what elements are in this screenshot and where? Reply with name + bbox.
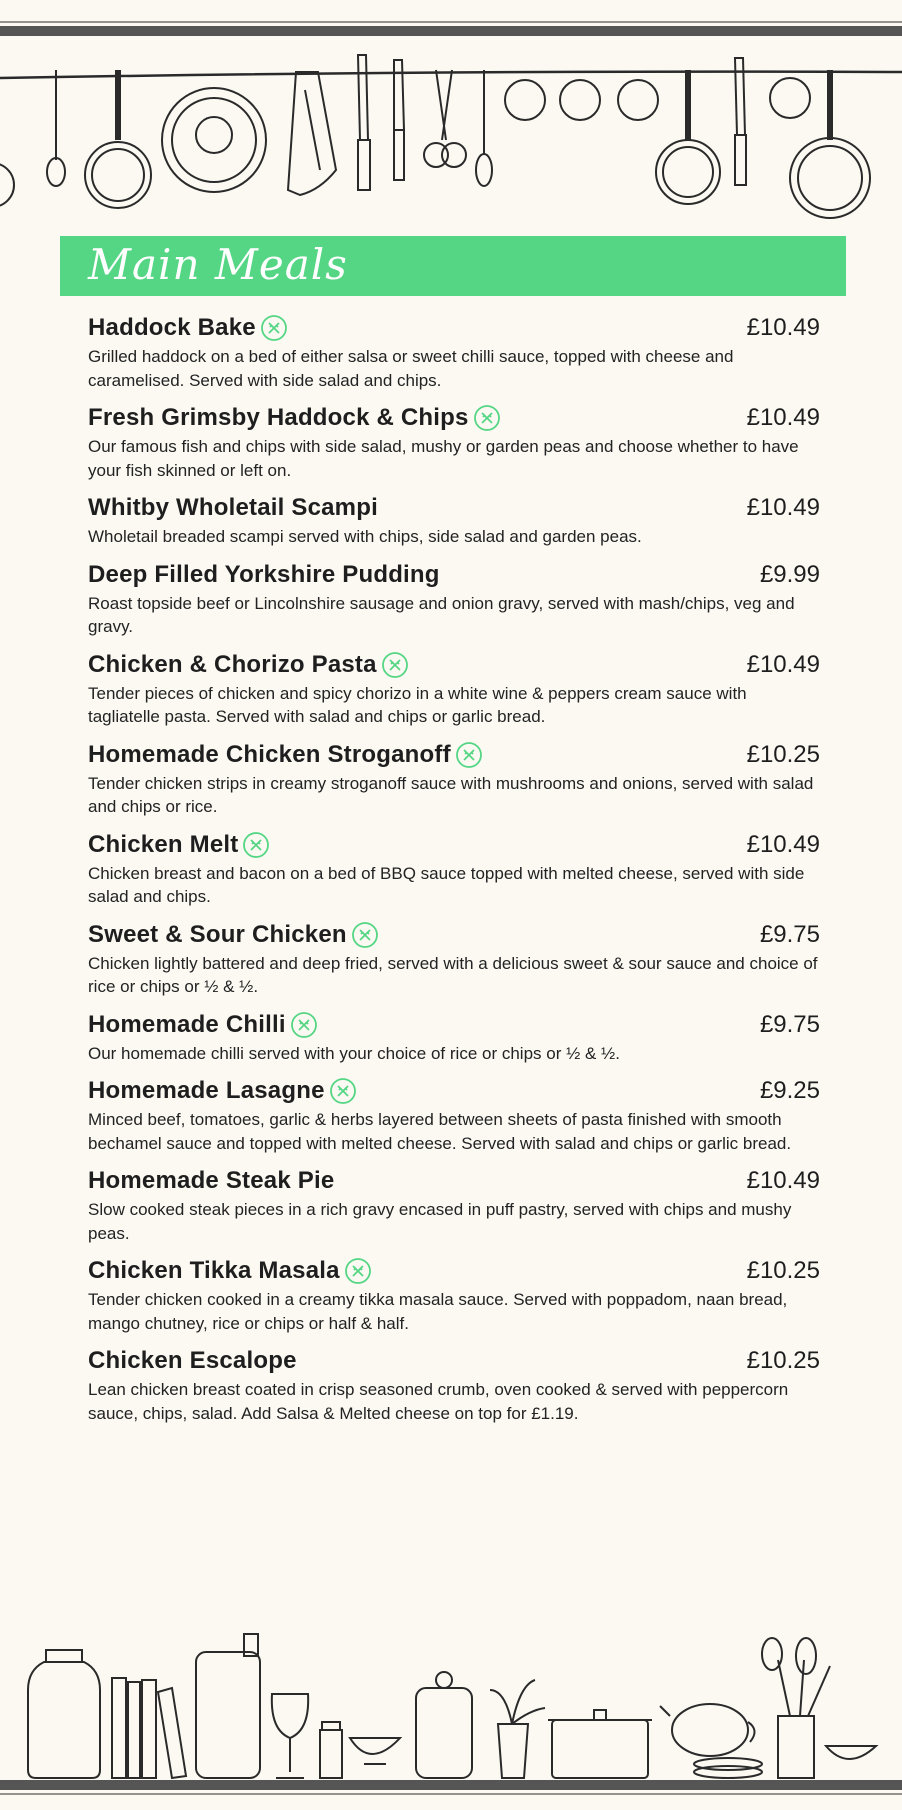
menu-item-name: Chicken Melt [88, 830, 239, 858]
menu-item-price: £10.49 [746, 314, 820, 341]
menu-item-price: £10.49 [746, 1167, 820, 1194]
menu-item-name: Whitby Wholetail Scampi [88, 494, 378, 521]
menu-item-description: Our famous fish and chips with side salad, mushy or garden peas and choose whether to have your fish skinned or left on. [88, 437, 799, 480]
menu-item-name: Chicken Tikka Masala [88, 1257, 340, 1284]
menu-item-description: Chicken breast and bacon on a bed of BBQ sauce topped with melted cheese, served with side salad and chips. [88, 863, 805, 906]
menu-item-header [88, 492, 820, 524]
menu-item-name: Homemade Lasagne [88, 1077, 325, 1104]
menu-item [88, 649, 820, 729]
menu-item-name: Homemade Steak Pie [88, 1167, 335, 1194]
menu-item-description: Roast topside beef or Lincolnshire sausage and onion gravy, served with mash/chips, veg and gravy. [88, 593, 795, 636]
menu-item-name: Homemade Chicken Stroganoff [88, 740, 451, 768]
menu-item-description: Grilled haddock on a bed of either salsa or sweet chilli sauce, topped with cheese and caramelised. Served with side salad and chips. [88, 347, 734, 390]
menu-item-description: Slow cooked steak pieces in a rich gravy encased in puff pastry, served with chips and mushy peas. [88, 1200, 792, 1243]
menu-item [88, 492, 820, 549]
menu-item-description: Tender chicken strips in creamy stroganoff sauce with mushrooms and onions, served with salad and chips or rice. [88, 773, 814, 816]
gluten-free-icon [473, 404, 501, 432]
menu-item-header [88, 402, 820, 434]
menu-item-header [88, 1255, 820, 1287]
menu-item-description: Wholetail breaded scampi served with chips, side salad and garden peas. [88, 527, 642, 546]
menu-item-name: Fresh Grimsby Haddock & Chips [88, 404, 469, 431]
gluten-free-icon [290, 1011, 318, 1039]
menu-item-description: Minced beef, tomatoes, garlic & herbs layered between sheets of pasta finished with smooth bechamel sauce and topped with melted cheese. Served with salad and chips or garlic bread. [88, 1110, 792, 1153]
menu-item-description: Our homemade chilli served with your choice of rice or chips or ½ & ½. [88, 1043, 620, 1063]
menu-item [88, 1075, 820, 1155]
menu-item-price: £10.49 [746, 494, 820, 521]
menu-item-name: Chicken & Chorizo Pasta [88, 650, 377, 678]
menu-item-price: £9.25 [759, 1077, 820, 1104]
menu-item-name: Deep Filled Yorkshire Pudding [88, 560, 440, 588]
menu-item-name: Haddock Bake [88, 314, 256, 341]
kitchen-shelf-illustration [0, 1630, 902, 1810]
menu-item-price: £10.49 [746, 830, 820, 858]
menu-item [88, 559, 820, 639]
menu-item [88, 1009, 820, 1066]
menu-item [88, 402, 820, 482]
menu-item [88, 829, 820, 909]
menu-item [88, 1255, 820, 1335]
menu-item-price: £10.25 [746, 1347, 820, 1374]
menu-item [88, 739, 820, 819]
menu-item-name: Homemade Chilli [88, 1010, 286, 1038]
menu-item-header [88, 829, 820, 861]
menu-item-header [88, 1009, 820, 1041]
menu-item [88, 312, 820, 392]
menu-item-header [88, 919, 820, 951]
gluten-free-icon [455, 741, 483, 769]
menu-item-header [88, 559, 820, 591]
menu-item-price: £10.25 [746, 740, 820, 768]
menu-item-header [88, 1075, 820, 1107]
menu-item-price: £10.49 [746, 650, 820, 678]
section-banner [60, 236, 846, 296]
menu-item-name: Sweet & Sour Chicken [88, 920, 347, 948]
menu-item-price: £10.49 [746, 404, 820, 431]
menu-list [88, 312, 820, 1435]
gluten-free-icon [242, 831, 270, 859]
menu-item [88, 1165, 820, 1245]
menu-item-header [88, 649, 820, 681]
menu-item-header [88, 312, 820, 344]
menu-item-description: Chicken lightly battered and deep fried, served with a delicious sweet & sour sauce and choice of rice or chips or ½ & ½. [88, 953, 818, 996]
menu-item-header [88, 739, 820, 771]
menu-item-price: £9.99 [759, 560, 820, 588]
menu-item-description: Tender chicken cooked in a creamy tikka masala sauce. Served with poppadom, naan bread, mango chutney, rice or chips or half & half. [88, 1290, 788, 1333]
section-title: Main Meals [88, 240, 348, 289]
menu-item-header [88, 1345, 820, 1377]
gluten-free-icon [381, 651, 409, 679]
hanging-utensils-illustration [0, 0, 902, 230]
menu-item-name: Chicken Escalope [88, 1347, 297, 1374]
menu-item [88, 919, 820, 999]
menu-item-description: Lean chicken breast coated in crisp seasoned crumb, oven cooked & served with peppercorn sauce, chips, salad. Add Salsa & Melted cheese on top for £1.19. [88, 1380, 789, 1423]
menu-item-price: £9.75 [759, 1010, 820, 1038]
gluten-free-icon [260, 314, 288, 342]
menu-item-price: £9.75 [759, 920, 820, 948]
gluten-free-icon [344, 1257, 372, 1285]
gluten-free-icon [329, 1077, 357, 1105]
menu-item [88, 1345, 820, 1425]
gluten-free-icon [351, 921, 379, 949]
menu-item-price: £10.25 [746, 1257, 820, 1284]
menu-item-header [88, 1165, 820, 1197]
menu-item-description: Tender pieces of chicken and spicy chorizo in a white wine & peppers cream sauce with tagliatelle pasta. Served with salad and chips or garlic bread. [88, 683, 747, 726]
